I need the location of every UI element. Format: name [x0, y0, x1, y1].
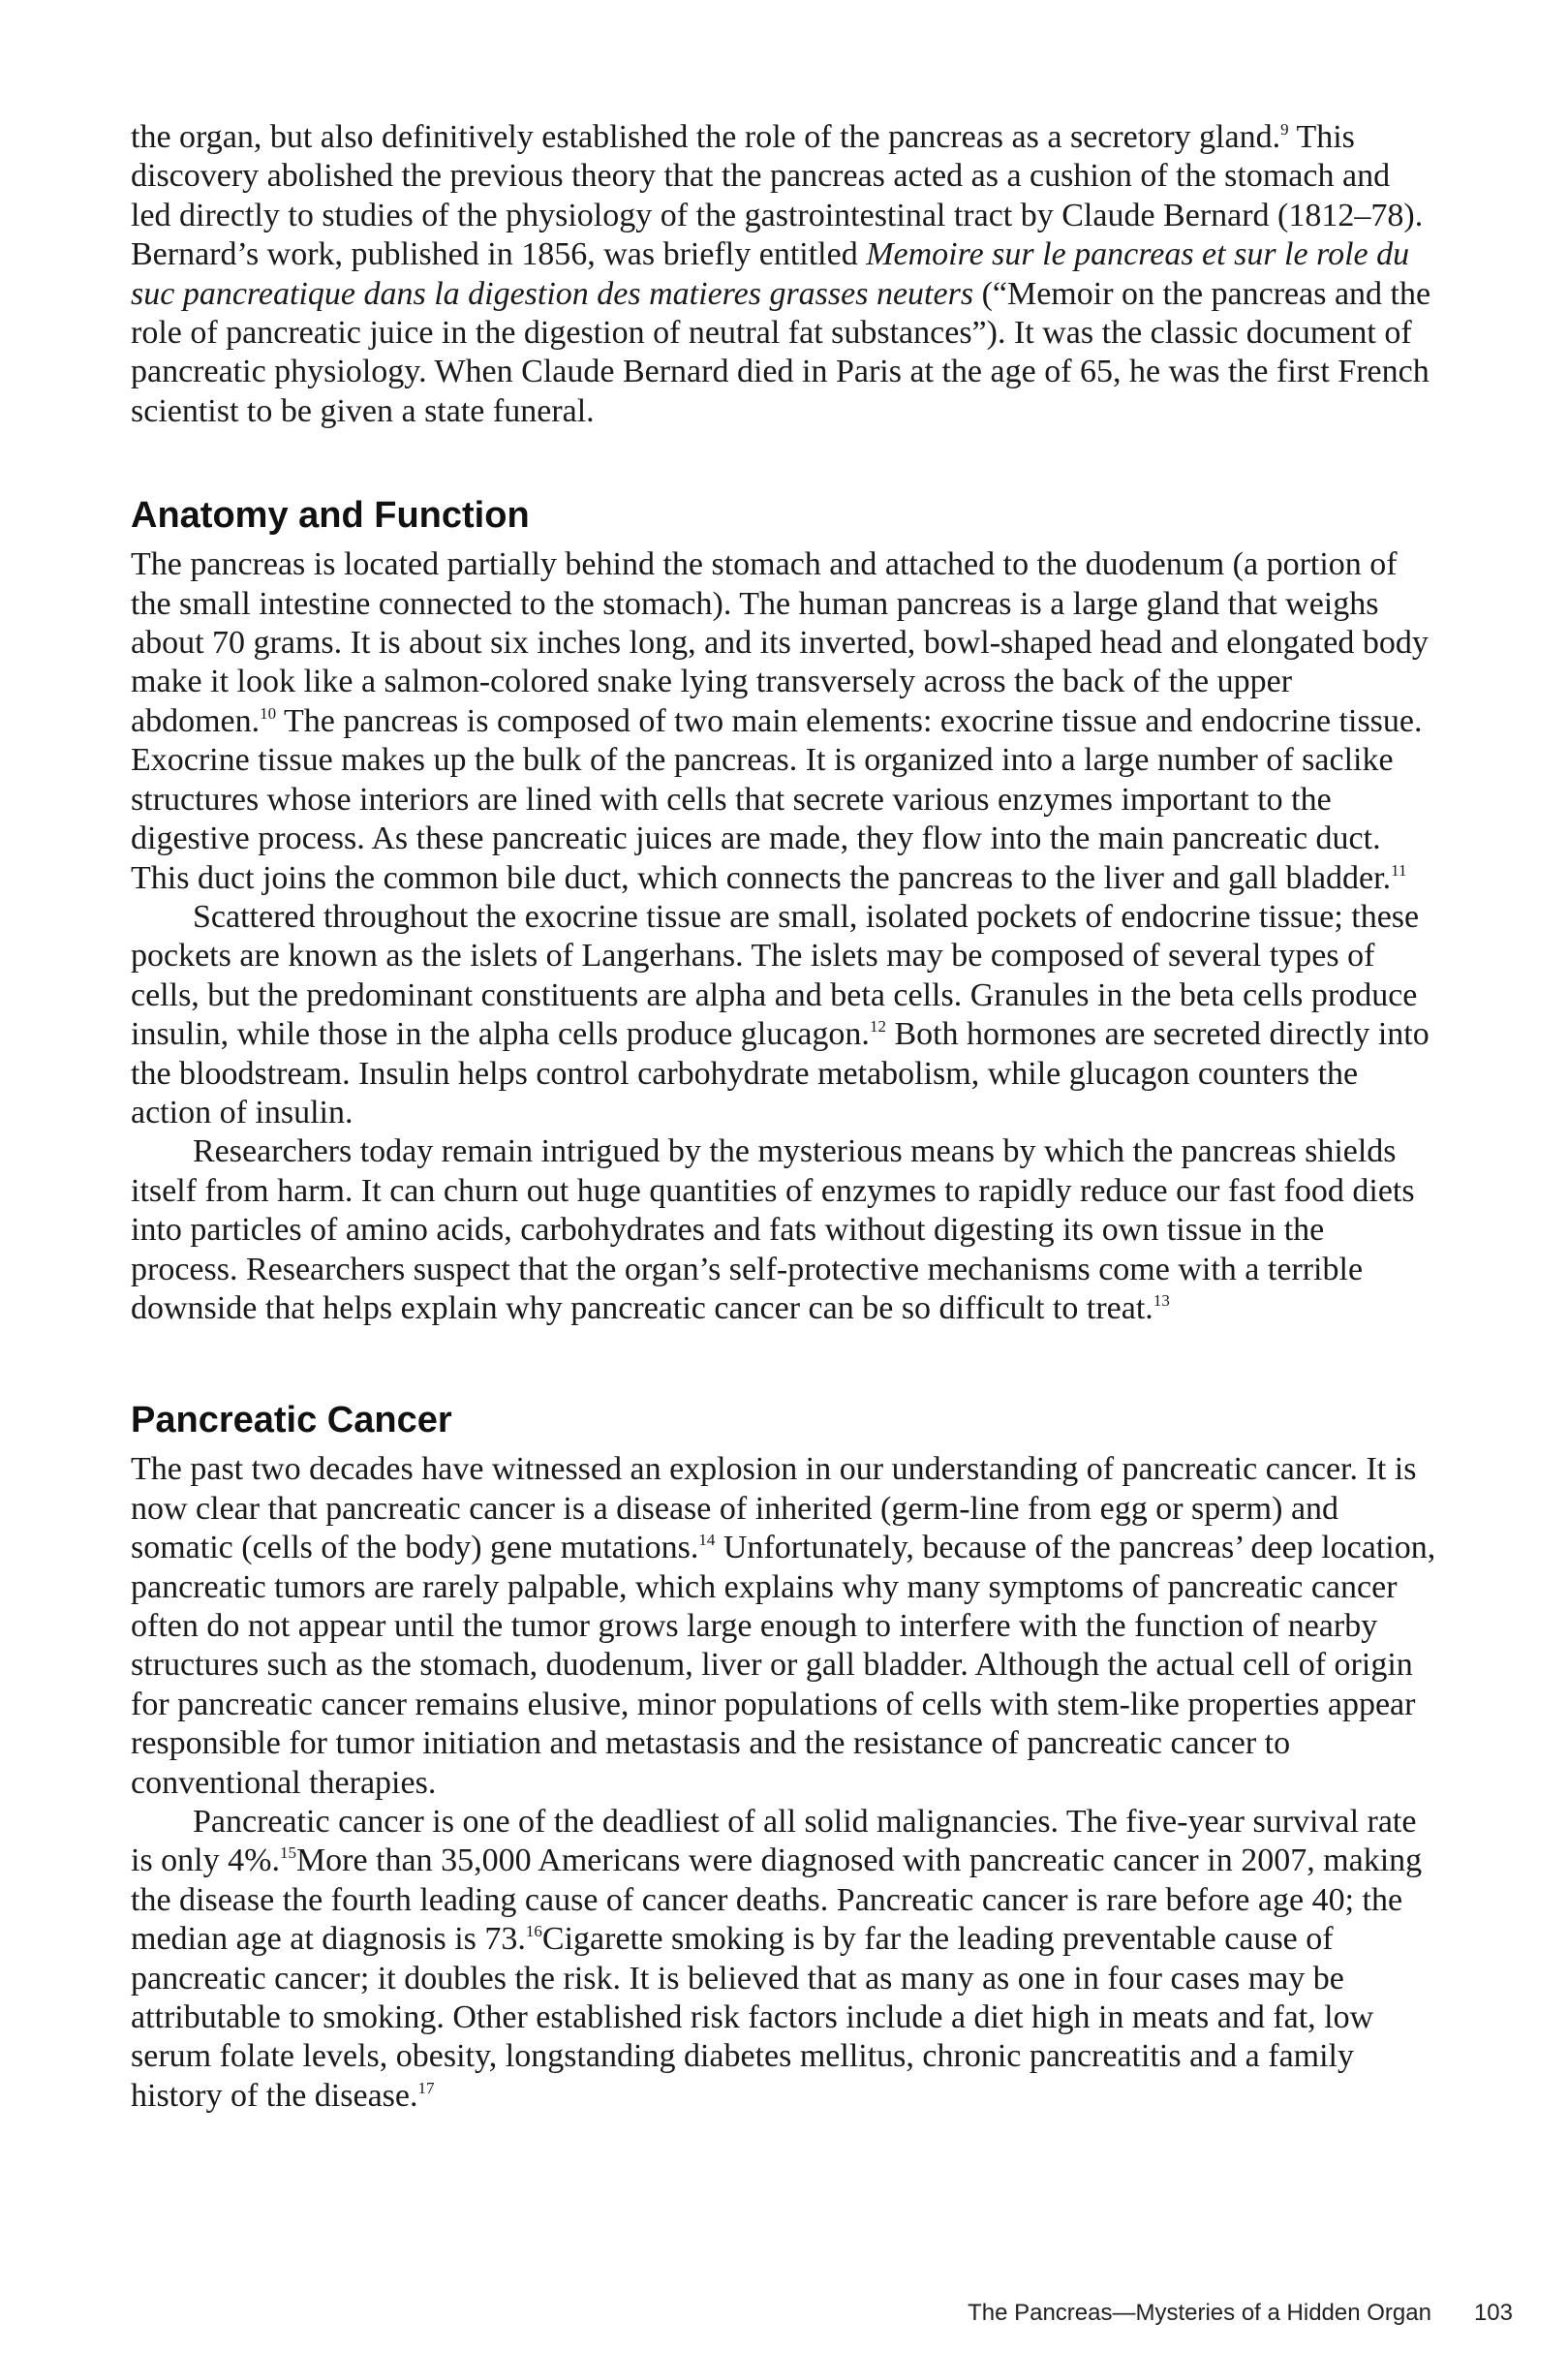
text-run: Pancreatic cancer is one of the deadliest of all solid malignancies. The five-year survival rate is only 4%. [131, 1804, 1417, 1879]
text-run: The pancreas is composed of two main elements: exocrine tissue and endocrine tissue. Exocrine tissue makes up the bulk of the pancreas. It is organized into a large number of saclike structures whose interiors are lined with cells that secrete various enzymes important to the digestive process. As these pancreatic juices are made, they flow into the main pancreatic duct. This duct joins the common bile duct, which connects the pancreas to the liver and gall bladder. [131, 702, 1423, 896]
page-footer [0, 2300, 1513, 2327]
text-run: Scattered throughout the exocrine tissue are small, isolated pockets of endocrine tissue; these pockets are known as the islets of Langerhans. The islets may be composed of several types of cells, but the predominant constituents are alpha and beta cells. Granules in the beta cells produce insulin, while those in the alpha cells produce glucagon. [131, 898, 1420, 1053]
footnote-ref[interactable]: 10 [260, 703, 277, 723]
text-run: The past two decades have witnessed an explosion in our understanding of pancreatic cancer. It is now clear that pancreatic cancer is a disease of inherited (germ-line from egg or sperm) and somatic (cells of the body) gene mutations. [131, 1451, 1417, 1566]
intro-paragraph [131, 118, 1438, 431]
footnote-ref[interactable]: 11 [1391, 860, 1407, 880]
italic-title: Memoire sur le pancreas et sur le role du suc pancreatique dans la digestion des matieres grasses neuters [131, 236, 1410, 312]
text-run: This discovery abolished the previous theory that the pancreas acted as a cushion of the stomach and led directly to studies of the physiology of the gastrointestinal tract by Claude Bernard (1812–78). Bernard’s work, published in 1856, was briefly entitled [131, 119, 1424, 273]
text-run: The pancreas is located partially behind the stomach and attached to the duodenum (a portion of the small intestine connected to the stomach). The human pancreas is a large gland that weighs about 70 grams. It is about six inches long, and its inverted, bowl-shaped head and elongated body make it look like a salmon-colored snake lying transversely across the back of the upper abdomen. [131, 546, 1429, 739]
footnote-ref[interactable]: 15 [279, 1843, 296, 1863]
cancer-paragraph-1 [131, 1450, 1438, 1803]
text-run: (“Memoir on the pancreas and the role of pancreatic juice in the digestion of neutral fat substances”). It was the classic document of pancreatic physiology. When Claude Bernard died in Paris at the age of 65, he was the first French scientist to be given a state funeral. [131, 275, 1431, 429]
text-run: the organ, but also definitively established the role of the pancreas as a secretory gland. [131, 119, 1281, 155]
running-title: The Pancreas—Mysteries of a Hidden Organ [968, 2300, 1431, 2326]
text-run: More than 35,000 Americans were diagnosed with pancreatic cancer in 2007, making the disease the fourth leading cause of cancer deaths. Pancreatic cancer is rare before age 40; the median age at diagnosis is 73. [131, 1842, 1423, 1958]
anatomy-paragraph-2 [131, 898, 1438, 1132]
page-body [131, 118, 1438, 2116]
footnote-ref[interactable]: 13 [1153, 1290, 1170, 1310]
footnote-ref[interactable]: 17 [417, 2078, 435, 2097]
cancer-paragraph-2 [131, 1803, 1438, 2116]
text-run: Cigarette smoking is by far the leading preventable cause of pancreatic cancer; it doubles the risk. It is believed that as many as one in four cases may be attributable to smoking. Other established risk factors include a diet high in meats and fat, low serum folate levels, obesity, longstanding diabetes mellitus, chronic pancreatitis and a family history of the disease. [131, 1921, 1374, 2114]
section-heading-cancer: Pancreatic Cancer [131, 1400, 452, 1441]
text-run: Both hormones are secreted directly into the bloodstream. Insulin helps control carbohydrate metabolism, while glucagon counters the action of insulin. [131, 1016, 1430, 1130]
anatomy-paragraph-1 [131, 545, 1438, 898]
footnote-ref[interactable]: 12 [869, 1017, 886, 1037]
text-run: Unfortunately, because of the pancreas’ deep location, pancreatic tumors are rarely palpable, which explains why many symptoms of pancreatic cancer often do not appear until the tumor grows large enough to interfere with the function of nearby structures such as the stomach, duodenum, liver or gall bladder. Although the actual cell of origin for pancreatic cancer remains elusive, minor populations of cells with stem-like properties appear responsible for tumor initiation and metastasis and the resistance of pancreatic cancer to conventional therapies. [131, 1530, 1436, 1801]
footnote-ref[interactable]: 16 [525, 1922, 542, 1941]
page-number: 103 [1473, 2300, 1513, 2326]
footnote-ref[interactable]: 14 [698, 1531, 716, 1550]
text-run: Researchers today remain intrigued by the mysterious means by which the pancreas shields itself from harm. It can churn out huge quantities of enzymes to rapidly reduce our fast food diets into particles of amino acids, carbohydrates and fats without digesting its own tissue in the process. Researchers suspect that the organ’s self-protective mechanisms come with a terrible downside that helps explain why pancreatic cancer can be so difficult to treat. [131, 1133, 1415, 1326]
anatomy-paragraph-3 [131, 1132, 1438, 1328]
footnote-ref[interactable]: 9 [1280, 120, 1289, 139]
section-heading-anatomy: Anatomy and Function [131, 495, 530, 537]
